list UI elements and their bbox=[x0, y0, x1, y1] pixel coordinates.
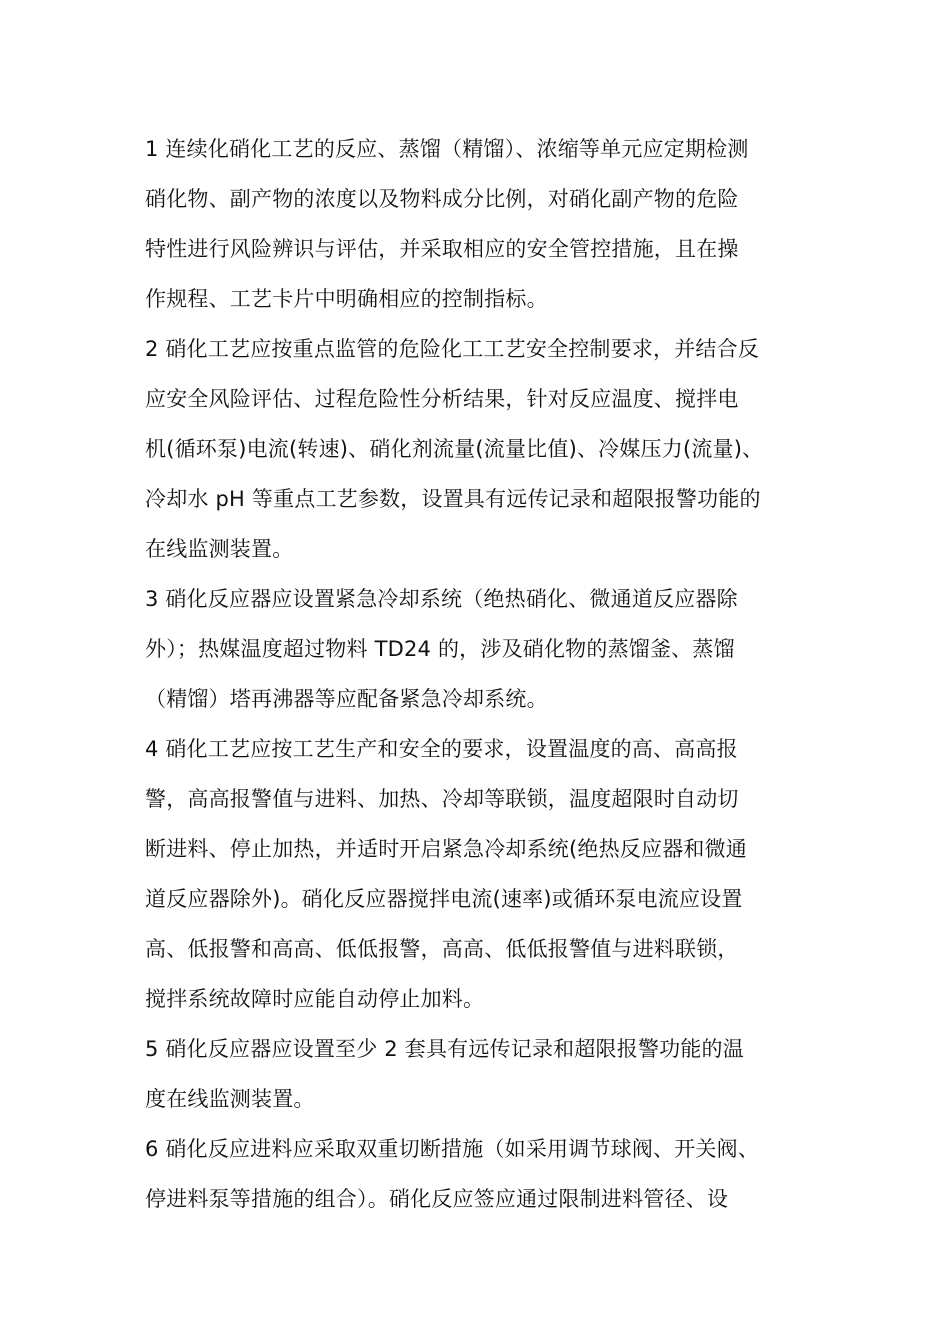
text-line: 6 硝化反应进料应采取双重切断措施（如采用调节球阀、开关阀、 bbox=[145, 1137, 760, 1161]
text-line: 冷却水 pH 等重点工艺参数，设置具有远传记录和超限报警功能的 bbox=[145, 487, 761, 511]
text-line: 在线监测装置。 bbox=[145, 537, 294, 561]
text-line: 度在线监测装置。 bbox=[145, 1087, 315, 1111]
text-line: 2 硝化工艺应按重点监管的危险化工工艺安全控制要求，并结合反 bbox=[145, 337, 760, 361]
text-line: （精馏）塔再沸器等应配备紧急冷却系统。 bbox=[145, 687, 548, 711]
text-line: 停进料泵等措施的组合）。硝化反应签应通过限制进料管径、设 bbox=[145, 1187, 729, 1211]
text-line: 外）；热媒温度超过物料 TD24 的，涉及硝化物的蒸馏釜、蒸馏 bbox=[145, 637, 735, 661]
text-line: 4 硝化工艺应按工艺生产和安全的要求，设置温度的高、高高报 bbox=[145, 737, 738, 761]
text-line: 高、低报警和高高、低低报警，高高、低低报警值与进料联锁， bbox=[145, 937, 739, 961]
text-line: 硝化物、副产物的浓度以及物料成分比例，对硝化副产物的危险 bbox=[145, 187, 739, 211]
text-line: 机(循环泵)电流(转速)、硝化剂流量(流量比值)、冷媒压力(流量)、 bbox=[145, 437, 764, 461]
text-line: 1 连续化硝化工艺的反应、蒸馏（精馏）、浓缩等单元应定期检测 bbox=[145, 137, 749, 161]
text-line: 特性进行风险辨识与评估，并采取相应的安全管控措施，且在操 bbox=[145, 237, 739, 261]
text-line: 道反应器除外)。硝化反应器搅拌电流(速率)或循环泵电流应设置 bbox=[145, 887, 743, 911]
text-line: 应安全风险评估、过程危险性分析结果，针对反应温度、搅拌电 bbox=[145, 387, 739, 411]
text-line: 警，高高报警值与进料、加热、冷却等联锁，温度超限时自动切 bbox=[145, 787, 739, 811]
text-line: 作规程、工艺卡片中明确相应的控制指标。 bbox=[145, 287, 548, 311]
text-line: 3 硝化反应器应设置紧急冷却系统（绝热硝化、微通道反应器除 bbox=[145, 587, 738, 611]
text-line: 断进料、停止加热，并适时开启紧急冷却系统(绝热反应器和微通 bbox=[145, 837, 747, 861]
text-line: 5 硝化反应器应设置至少 2 套具有远传记录和超限报警功能的温 bbox=[145, 1037, 744, 1061]
text-line: 搅拌系统故障时应能自动停止加料。 bbox=[145, 987, 485, 1011]
